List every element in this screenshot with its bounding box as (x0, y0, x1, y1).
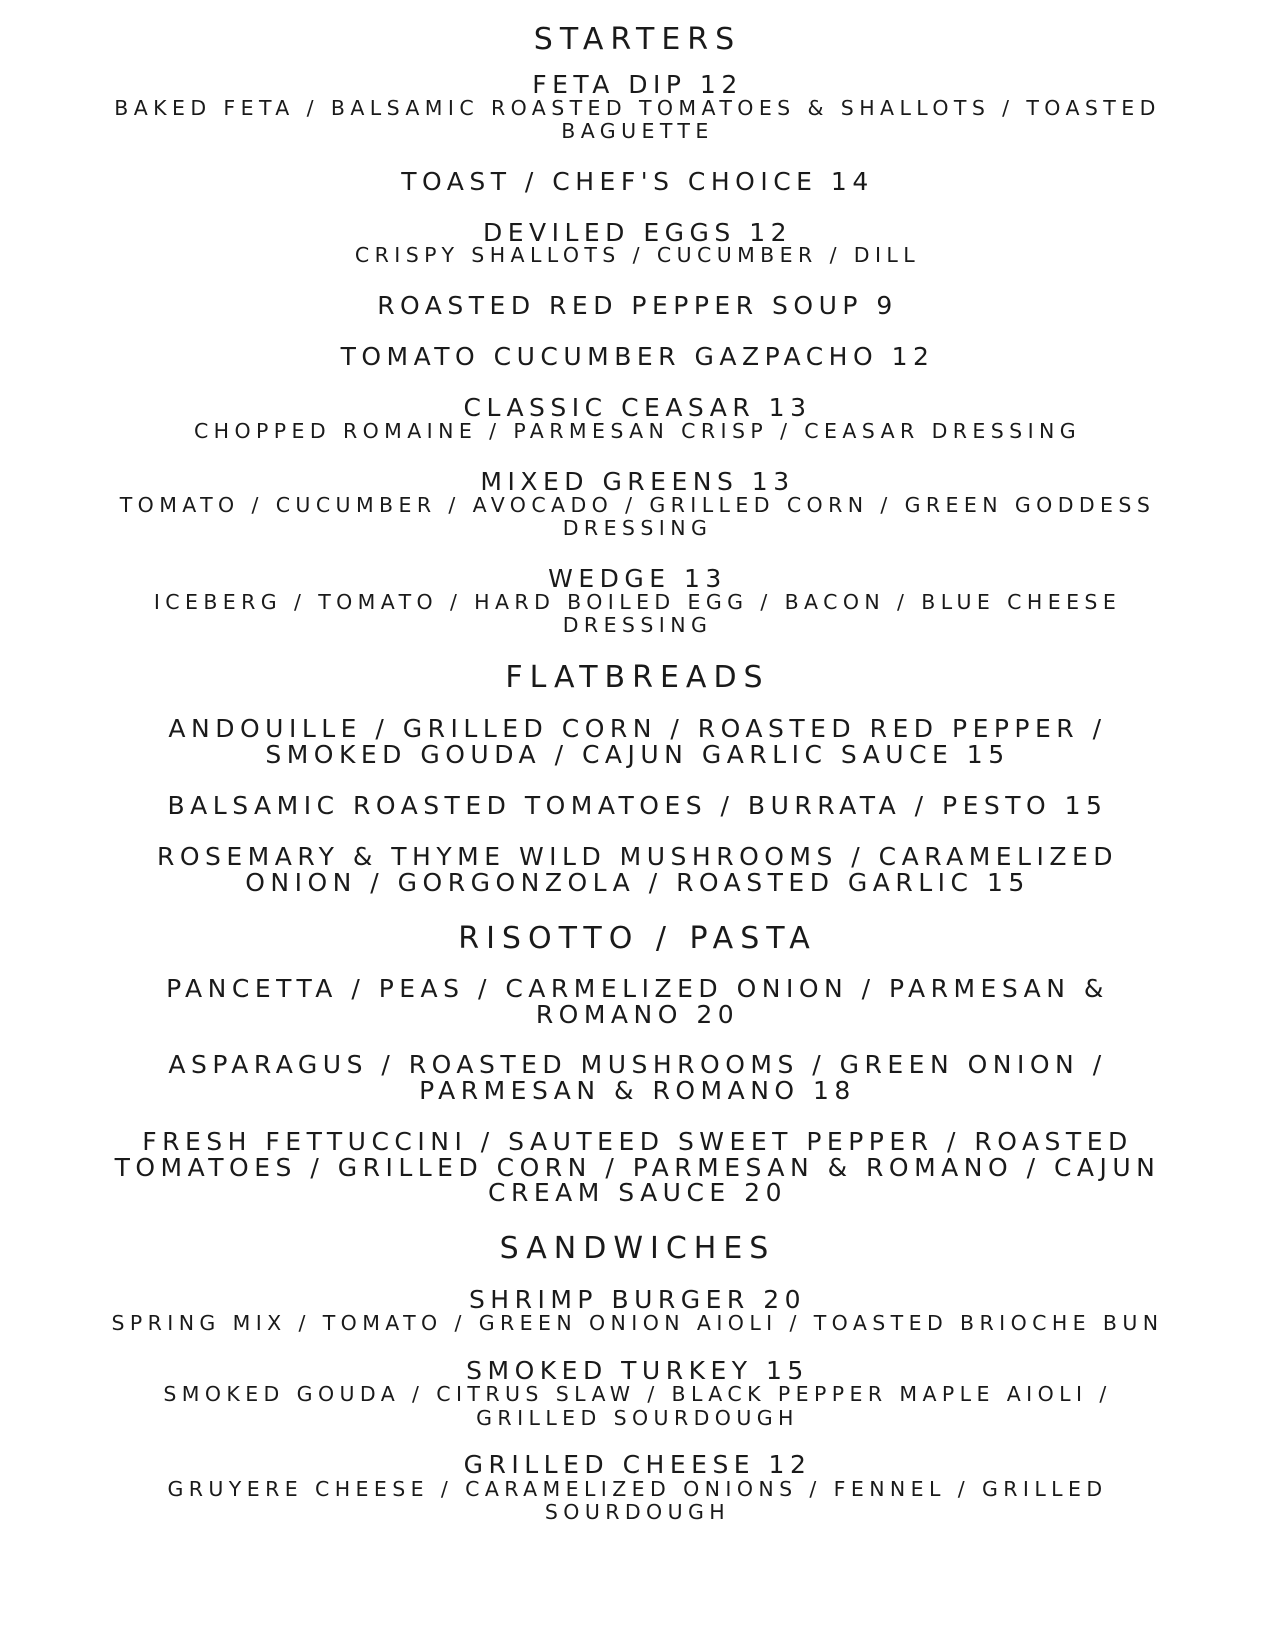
menu-item-description: TOMATO / CUCUMBER / AVOCADO / GRILLED CORN / GREEN GODDESS (119, 493, 1156, 517)
menu-item-description: ICEBERG / TOMATO / HARD BOILED EGG / BACON / BLUE CHEESE (153, 590, 1122, 614)
menu-item-line: ONION / GORGONZOLA / ROASTED GARLIC 15 (245, 868, 1030, 897)
section-title-sandwiches: SANDWICHES (499, 1231, 776, 1266)
menu-item-name: SHRIMP BURGER 20 (468, 1285, 807, 1314)
menu-item-line: PARMESAN & ROMANO 18 (419, 1076, 856, 1105)
menu-item-description: SOURDOUGH (544, 1500, 731, 1524)
menu-item-name: SMOKED TURKEY 15 (466, 1356, 809, 1385)
menu-item-name: DEVILED EGGS 12 (482, 218, 793, 247)
menu-item-line: BALSAMIC ROASTED TOMATOES / BURRATA / PESTO 15 (167, 791, 1108, 820)
menu-item-description: SPRING MIX / TOMATO / GREEN ONION AIOLI / TOASTED BRIOCHE BUN (111, 1311, 1164, 1335)
menu-item-description: CHOPPED ROMAINE / PARMESAN CRISP / CEASAR DRESSING (193, 419, 1082, 443)
menu-item-line: ANDOUILLE / GRILLED CORN / ROASTED RED PEPPER / (168, 714, 1107, 743)
menu-item-line: PANCETTA / PEAS / CARMELIZED ONION / PARMESAN & (166, 974, 1109, 1003)
menu-item-line: TOMATOES / GRILLED CORN / PARMESAN & ROMANO / CAJUN (114, 1153, 1161, 1182)
section-title-risotto-pasta: RISOTTO / PASTA (458, 921, 817, 956)
section-title-flatbreads: FLATBREADS (505, 660, 770, 695)
menu-item-description: DRESSING (562, 613, 713, 637)
menu-item-name: MIXED GREENS 13 (480, 467, 795, 496)
menu-item-name: FETA DIP 12 (532, 70, 743, 99)
menu-item-line: ROMANO 20 (535, 1000, 740, 1029)
menu-item-name: TOMATO CUCUMBER GAZPACHO 12 (340, 342, 935, 371)
menu-item-name: GRILLED CHEESE 12 (463, 1450, 812, 1479)
menu-item-line: SMOKED GOUDA / CAJUN GARLIC SAUCE 15 (265, 740, 1010, 769)
menu-item-description: DRESSING (562, 516, 713, 540)
menu-item-line: ROSEMARY & THYME WILD MUSHROOMS / CARAMELIZED (156, 842, 1119, 871)
menu-item-description: CRISPY SHALLOTS / CUCUMBER / DILL (354, 243, 921, 267)
menu-item-description: BAKED FETA / BALSAMIC ROASTED TOMATOES & SHALLOTS / TOASTED (114, 96, 1161, 120)
section-title-starters: STARTERS (533, 22, 742, 57)
menu-item-name: TOAST / CHEF'S CHOICE 14 (401, 167, 874, 196)
menu-item-line: FRESH FETTUCCINI / SAUTEED SWEET PEPPER / ROASTED (142, 1127, 1133, 1156)
menu-item-description: BAGUETTE (561, 119, 714, 143)
menu-item-description: GRUYERE CHEESE / CARAMELIZED ONIONS / FENNEL / GRILLED (167, 1477, 1108, 1501)
menu-item-name: ROASTED RED PEPPER SOUP 9 (377, 291, 898, 320)
menu-item-line: ASPARAGUS / ROASTED MUSHROOMS / GREEN ONION / (168, 1050, 1107, 1079)
menu-item-name: CLASSIC CEASAR 13 (463, 393, 812, 422)
menu-item-description: SMOKED GOUDA / CITRUS SLAW / BLACK PEPPER MAPLE AIOLI / (163, 1382, 1112, 1406)
menu-item-name: WEDGE 13 (548, 564, 727, 593)
menu-item-description: GRILLED SOURDOUGH (476, 1406, 799, 1430)
menu-item-line: CREAM SAUCE 20 (488, 1178, 787, 1207)
